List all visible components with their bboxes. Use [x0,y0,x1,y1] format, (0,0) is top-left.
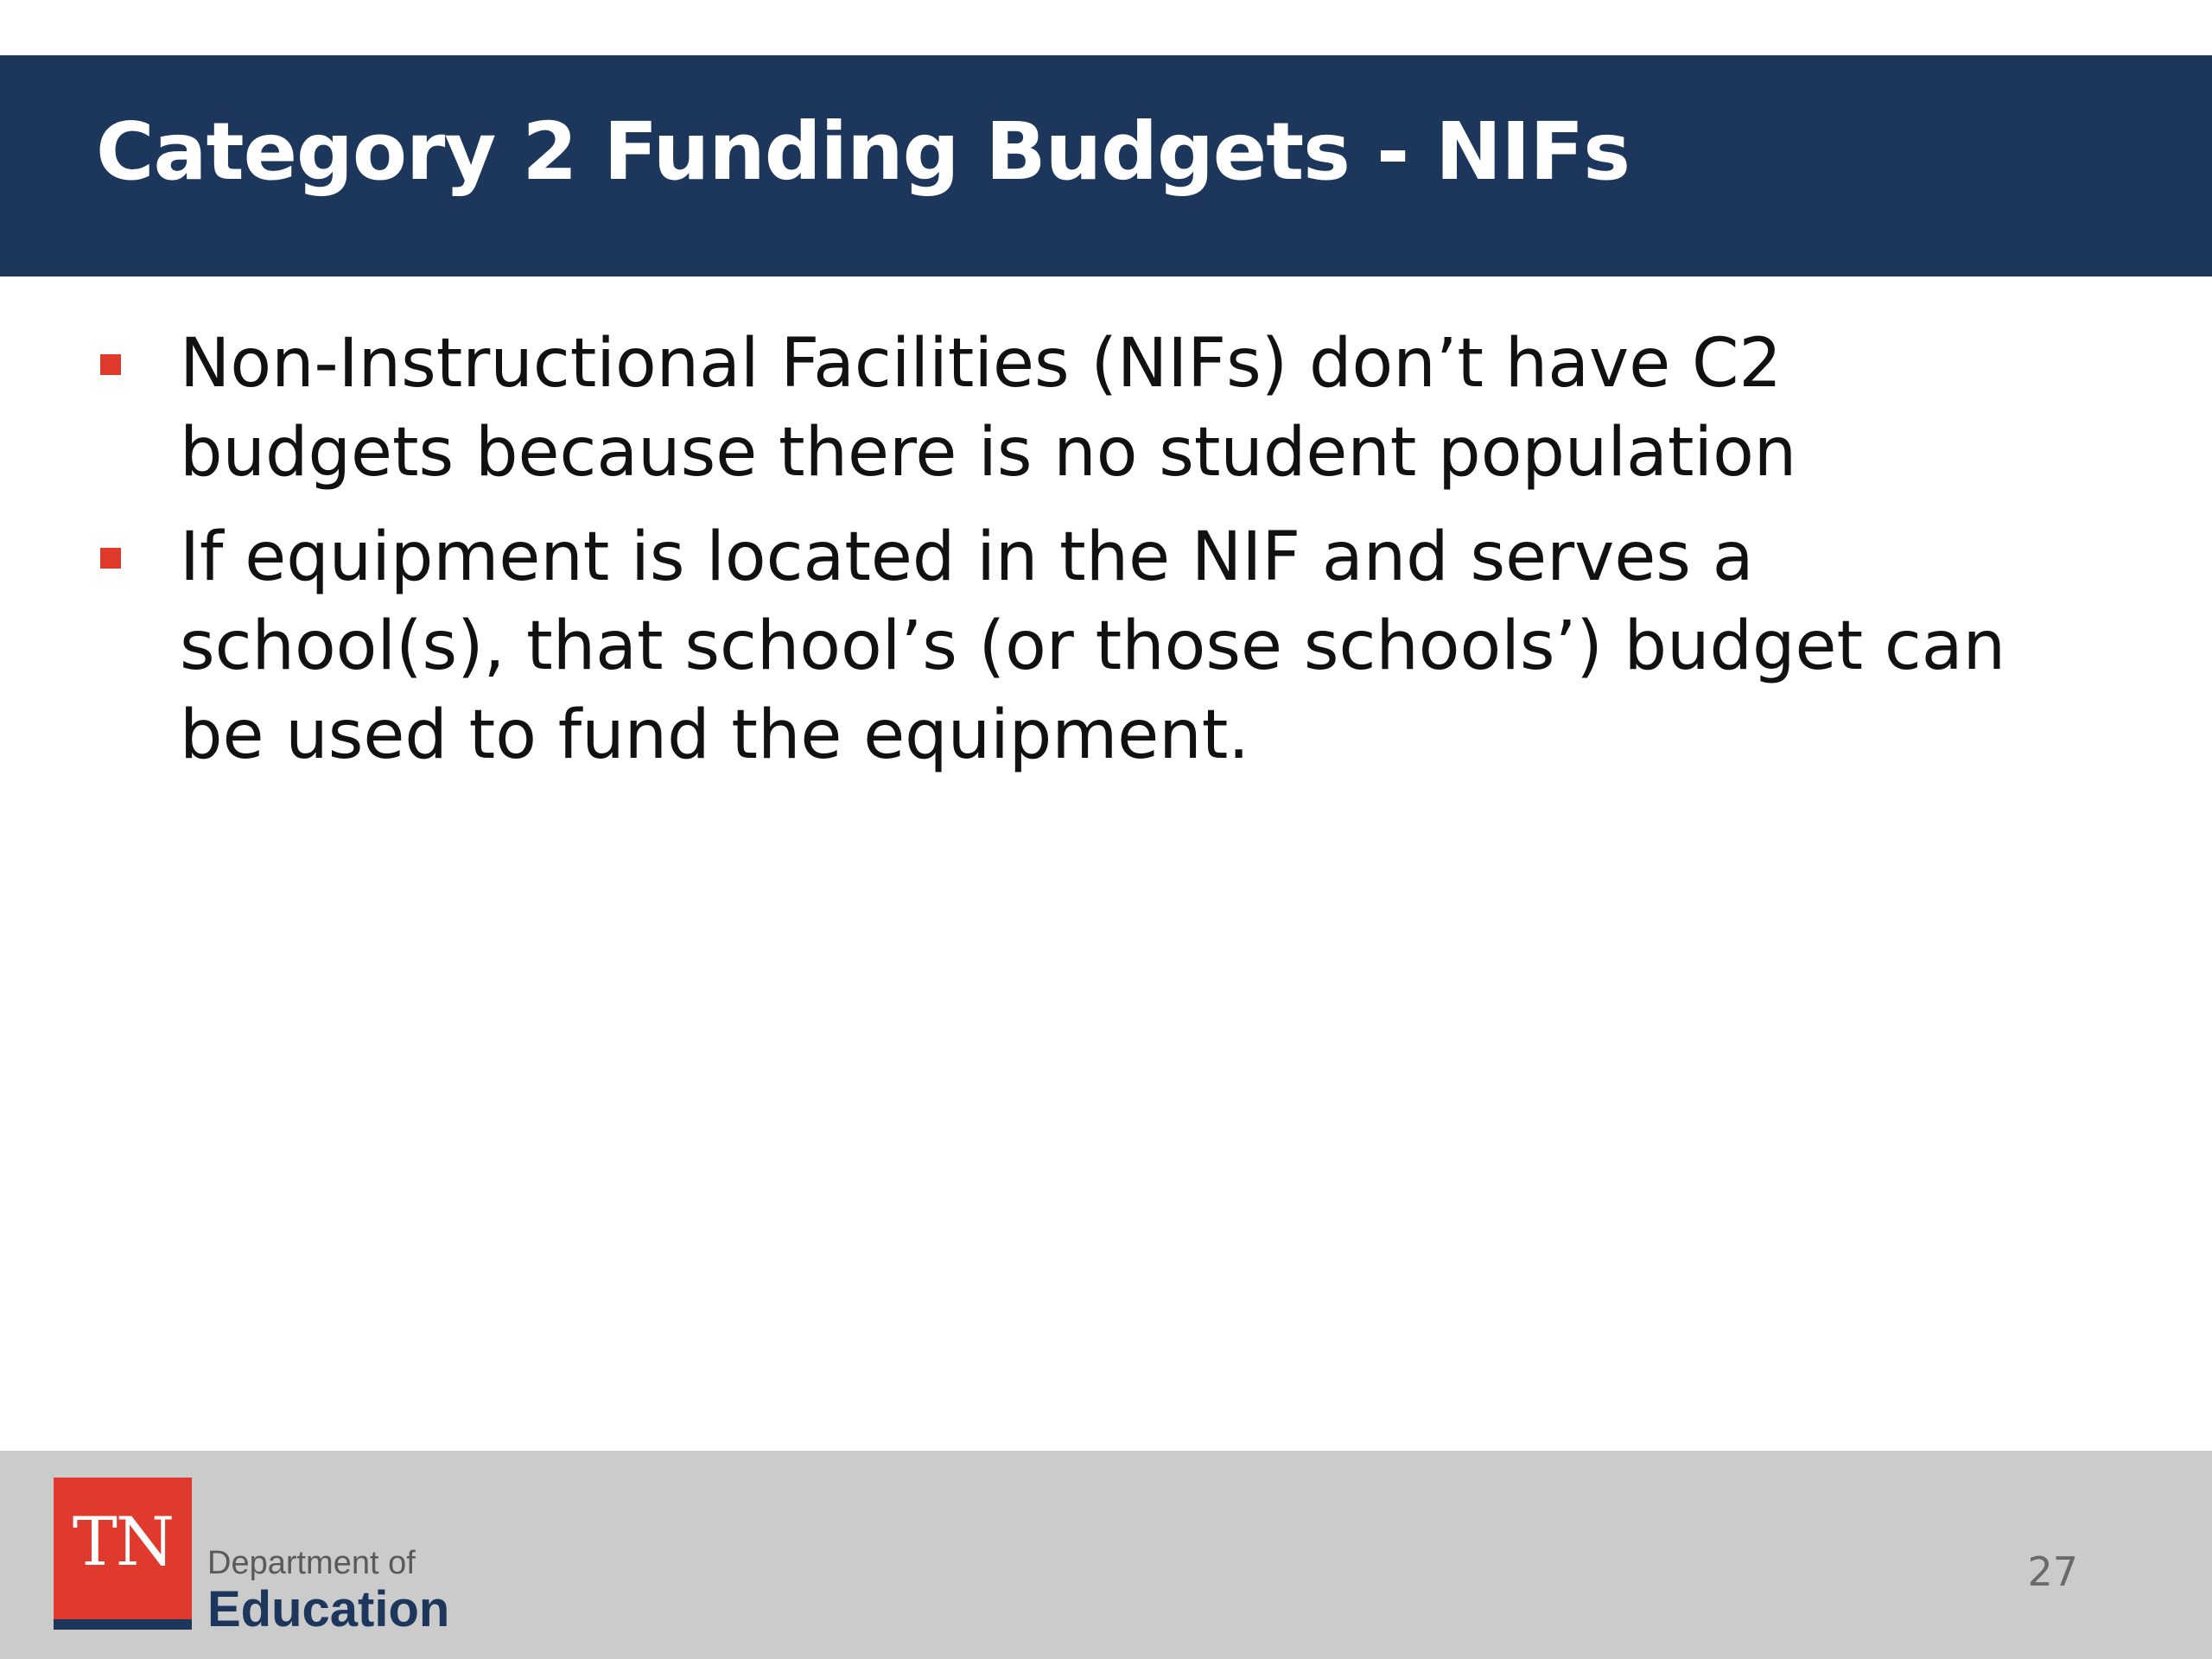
bullet-list [0,320,2212,796]
bullet-item [180,513,2046,780]
bullet-text: Non-Instructional Facilities (NIFs) don’t have C2 budgets because there is no student population [180,325,1797,492]
page-number: 27 [2027,1548,2078,1595]
tn-logo-box [54,1478,192,1630]
bullet-square-icon [100,548,121,569]
logo-department-text: Department of [207,1545,416,1581]
bullet-text: If equipment is located in the NIF and serves a school(s), that school’s (or those schools’) budget can be used to fund the equipment. [180,518,2006,774]
slide-title: Category 2 Funding Budgets - NIFs [96,105,1630,198]
bullet-item [180,320,2046,498]
logo-education-text: Education [207,1581,450,1637]
logo-underline [54,1619,192,1630]
tn-education-logo [54,1478,460,1642]
bullet-square-icon [100,354,121,375]
tn-logo-text: TN [72,1503,174,1581]
